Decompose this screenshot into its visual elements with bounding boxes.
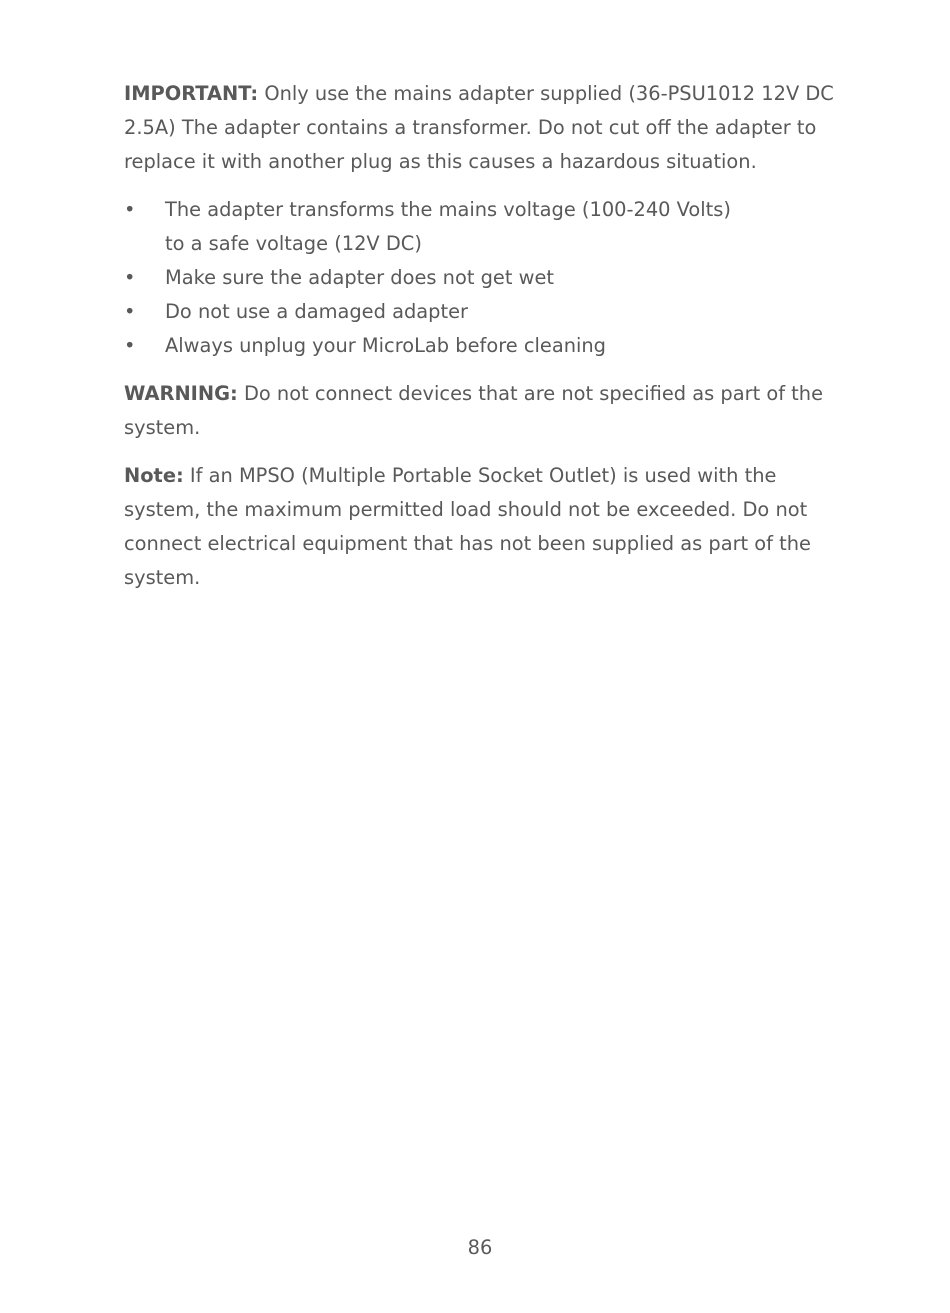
note-text: If an MPSO (Multiple Portable Socket Outlet) is used with the system, the maximum permitted load should not be exceeded. Do not connect electrical equipment that has not been supplied as part of the system. (124, 464, 811, 589)
page-number: 86 (467, 1236, 493, 1259)
warning-paragraph (124, 377, 840, 445)
bullet-text-continued: to a safe voltage (12V DC) (165, 232, 422, 255)
bullet-text: Make sure the adapter does not get wet (165, 266, 554, 289)
bullet-dot: • (124, 266, 136, 289)
bullet-dot: • (124, 334, 136, 357)
note-paragraph (124, 459, 840, 595)
bullet-item (124, 261, 840, 295)
bullet-text: The adapter transforms the mains voltage (100-240 Volts) (165, 198, 731, 221)
warning-text: Do not connect devices that are not specified as part of the system. (124, 382, 824, 439)
bullet-item (124, 329, 840, 363)
bullet-dot: • (124, 198, 136, 221)
important-label: IMPORTANT: (124, 82, 259, 105)
bullet-item (124, 193, 840, 261)
important-text: Only use the mains adapter supplied (36-PSU1012 12V DC 2.5A) The adapter contains a transformer. Do not cut off the adapter to replace it with another plug as this causes a hazardous situation. (124, 82, 834, 173)
page-content (124, 77, 840, 595)
note-label: Note: (124, 464, 184, 487)
safety-bullet-list (124, 193, 840, 363)
bullet-text: Do not use a damaged adapter (165, 300, 468, 323)
warning-label: WARNING: (124, 382, 238, 405)
important-paragraph (124, 77, 840, 179)
bullet-item (124, 295, 840, 329)
bullet-dot: • (124, 300, 136, 323)
bullet-text: Always unplug your MicroLab before cleaning (165, 334, 606, 357)
